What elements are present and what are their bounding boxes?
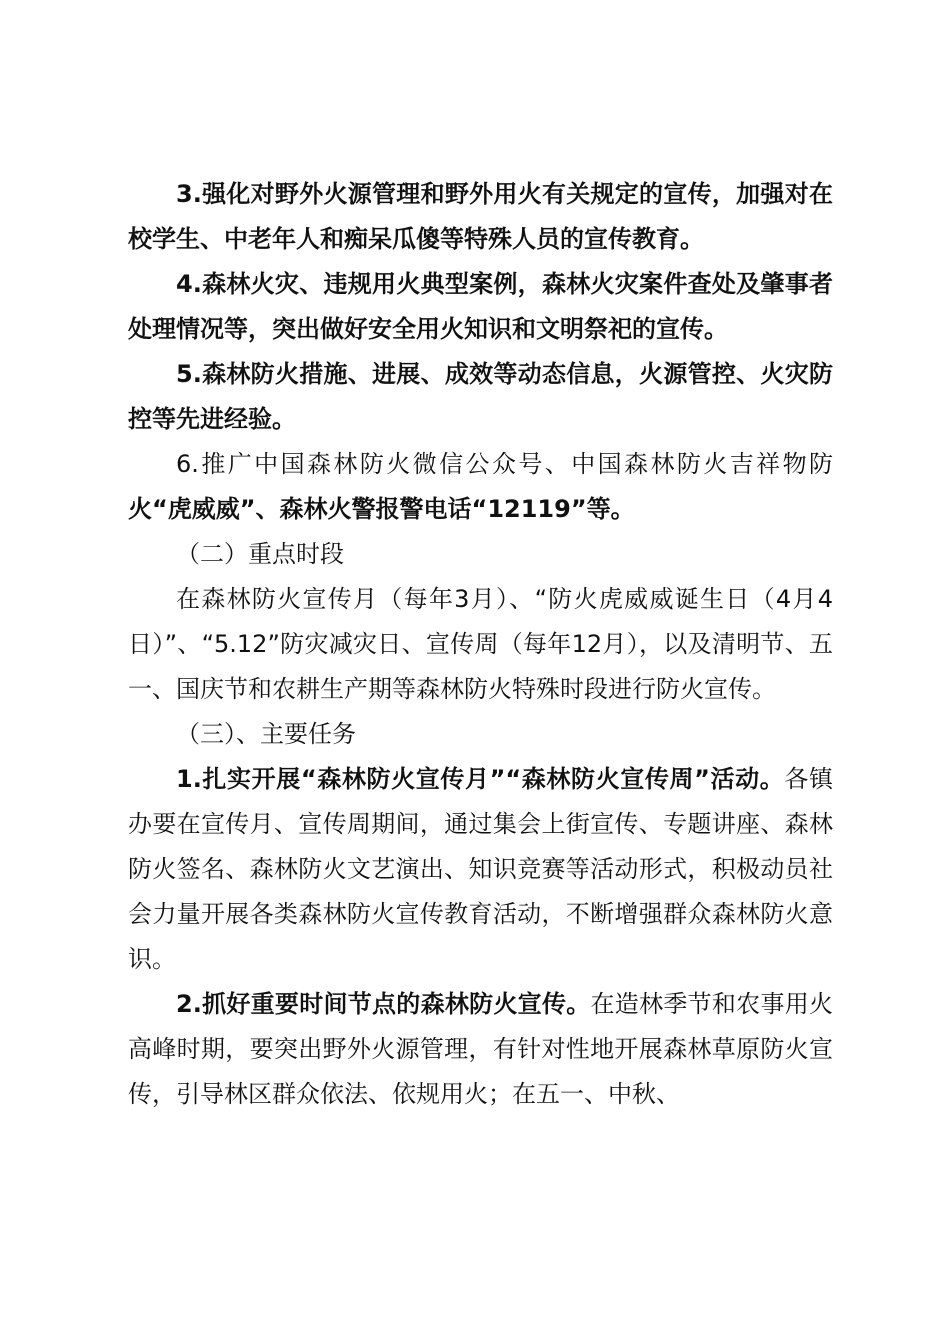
task-1-paragraph [128, 757, 833, 982]
paragraph-key-periods: 在森林防火宣传月（每年3月）、“防火虎威威诞生日（4月4日）”、“5.12”防灾减灾日、宣传周（每年12月），以及清明节、五一、国庆节和农耕生产期等森林防火特殊时段进行防火宣传。 [128, 585, 833, 703]
paragraph-3-fire-source-publicity: 3.强化对野外火源管理和野外用火有关规定的宣传，加强对在校学生、中老年人和痴呆瓜傻等特殊人员的宣传教育。 [128, 180, 833, 253]
task-1-title: 1.扎实开展“森林防火宣传月”“森林防火宣传周”活动。 [176, 765, 785, 793]
paragraph-5-prevention-measures: 5.森林防火措施、进展、成效等动态信息，火源管控、火灾防控等先进经验。 [128, 360, 833, 433]
task-2-paragraph [128, 982, 833, 1117]
paragraph-6-normal-text: 6.推广中国森林防火微信公众号、中国森林防火吉祥物防 [176, 450, 833, 478]
task-1-body: 各镇办要在宣传月、宣传周期间，通过集会上街宣传、专题讲座、森林防火签名、森林防火文艺演出、知识竞赛等活动形式，积极动员社会力量开展各类森林防火宣传教育活动，不断增强群众森林防火意识。 [128, 765, 833, 973]
paragraph-6-bold-text: 火“虎威威”、森林火警报警电话“12119”等。 [128, 495, 635, 523]
section-heading-key-periods: （二）重点时段 [176, 540, 344, 568]
task-2-title: 2.抓好重要时间节点的森林防火宣传。 [176, 990, 591, 1018]
task-2-body: 在造林季节和农事用火高峰时期，要突出野外火源管理，有针对性地开展森林草原防火宣传，引导林区群众依法、依规用火；在五一、中秋、 [128, 990, 833, 1108]
paragraph-6-wechat-promotion [128, 442, 833, 532]
section-heading-main-tasks: （三）、主要任务 [176, 720, 356, 748]
document-page [128, 172, 833, 1117]
paragraph-4-fire-cases: 4.森林火灾、违规用火典型案例，森林火灾案件查处及肇事者处理情况等，突出做好安全用火知识和文明祭祀的宣传。 [128, 270, 833, 343]
